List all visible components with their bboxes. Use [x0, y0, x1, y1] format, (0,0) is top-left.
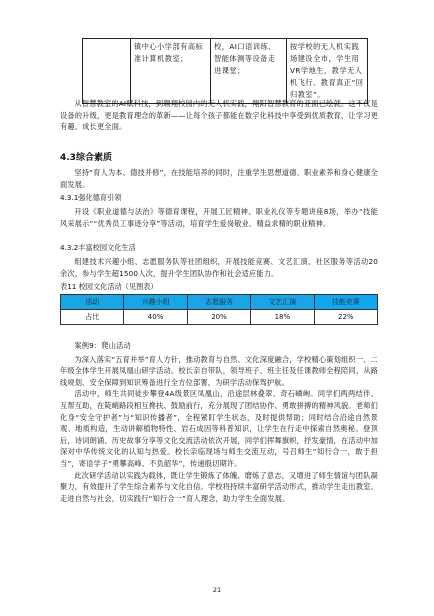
intro-paragraph-block [60, 98, 378, 133]
paragraph-431: 开设《职业道德与法治》等德育课程，开展工匠精神、职业礼仪等专题讲座8场，举办“技能风采展示”“优秀员工事迹分享”等活动，培育学生爱岗敬业、精益求精的职业精神。 [60, 207, 378, 228]
header-cell: 志愿服务 [187, 295, 250, 310]
case-paragraph-2: 活动中，师生共同徒步攀登4A级景区凤凰山，沿途层林叠翠、奇石嶙峋。同学们两两结伴、互帮互助，在陡峭路段相互搀扶、鼓励前行，充分展现了团结协作、勇敢拼搏的精神风貌。老师们化身“安全守护者”与“知识传播者”，全程紧盯学生状态，及时提供帮助；同时结合沿途自然景观、地质构造，生动讲解植物特性、岩石成因等科普知识，让学生在行走中探索自然奥秘。登顶后，诗词朗诵、历史故事分享等文化交流活动依次开展，同学们挥舞旗帜，抒发豪情，在活动中加深对中华传统文化的认知与热爱。校长亲临现场与师生交流互动，号召师生“知行合一，敢于担当”，寄语学子“勇攀高峰、不负韶华”，传递殷切期许。 [60, 389, 378, 468]
table-cell: 22% [314, 310, 377, 325]
table-cell: 20% [187, 310, 250, 325]
paragraph-431-block [60, 206, 378, 229]
table-caption: 表11 校园文化活动（见图表） [60, 282, 158, 291]
table-cell: 镇中心小学部有高标准计算机教室； [131, 39, 211, 104]
subsection-heading-431: 4.3.1强化德育引领 [60, 193, 122, 202]
table-header-row [61, 295, 378, 310]
facility-table [82, 38, 368, 104]
header-cell: 兴趣小组 [124, 295, 187, 310]
header-cell: 文艺汇演 [251, 295, 314, 310]
table-row [61, 310, 378, 325]
intro-paragraph: 从智慧教室的AI赋科技，到翱翔校园内的无人机实践，翔阳智慧教育的亚面已绘就。这不仅是设备的升级，更是教育理念的革新——让每个孩子都能在数字化科技中享受到优质教育，让学习更有趣、成长更全面。 [60, 99, 378, 132]
table-cell: 18% [251, 310, 314, 325]
activity-table [60, 294, 378, 325]
table-cell [83, 39, 131, 104]
header-cell: 活动 [61, 295, 124, 310]
case-title: 案例9：爬山活动 [74, 341, 131, 350]
section-paragraph-block [60, 167, 378, 190]
case-paragraph-3: 此次研学活动以实践为载体，既让学生锻炼了体魄、磨炼了意志，又增进了师生情谊与团队凝聚力，有效提升了学生综合素养与文化自信。学校将持续丰富研学活动形式，推动学生走出教室、走进自然与社会，切实践行“知行合一”育人理念，助力学生全面发展。 [60, 470, 378, 503]
subsection-heading-432: 4.3.2丰富校园文化生活 [60, 243, 136, 252]
section-heading: 4.3综合素质 [60, 153, 112, 163]
paragraph-432-block [60, 256, 378, 279]
table-row [83, 39, 368, 104]
table-cell: 校，AI口语训练、智能体测等设备走进课堂； [211, 39, 287, 104]
paragraph-432: 组建技术兴趣小组、志愿服务队等社团组织，开展技能竞赛、文艺汇演、社区服务等活动20余次，参与学生超1500人次，提升学生团队协作和社会适应能力。 [60, 257, 378, 278]
row-label-cell: 占比 [61, 310, 124, 325]
table-cell: 按学校的无人机实践场建设全市，学生用VR学地生，教学无人机飞行、教育真正“回归教室”。 [287, 39, 368, 104]
table-cell: 40% [124, 310, 187, 325]
page-number: 21 [212, 586, 222, 594]
case-block [60, 340, 378, 504]
section-paragraph: 坚持“育人为本、德技并修”，在技能培养的同时，注重学生思想道德、职业素养和身心健康全面发展。 [60, 168, 378, 189]
header-cell: 技能竞赛 [314, 295, 377, 310]
case-paragraph-1: 为深入落实“五育并举”育人方针，推动教育与自然、文化深度融合，学校精心策划组织一、二年级全体学生开展凤凰山研学活动。校长亲自带队，领导班子、班主任及任课教师全程陪同，从路线规划、安全保障到知识筹备进行全方位部署，为研学活动保驾护航。 [60, 354, 378, 387]
